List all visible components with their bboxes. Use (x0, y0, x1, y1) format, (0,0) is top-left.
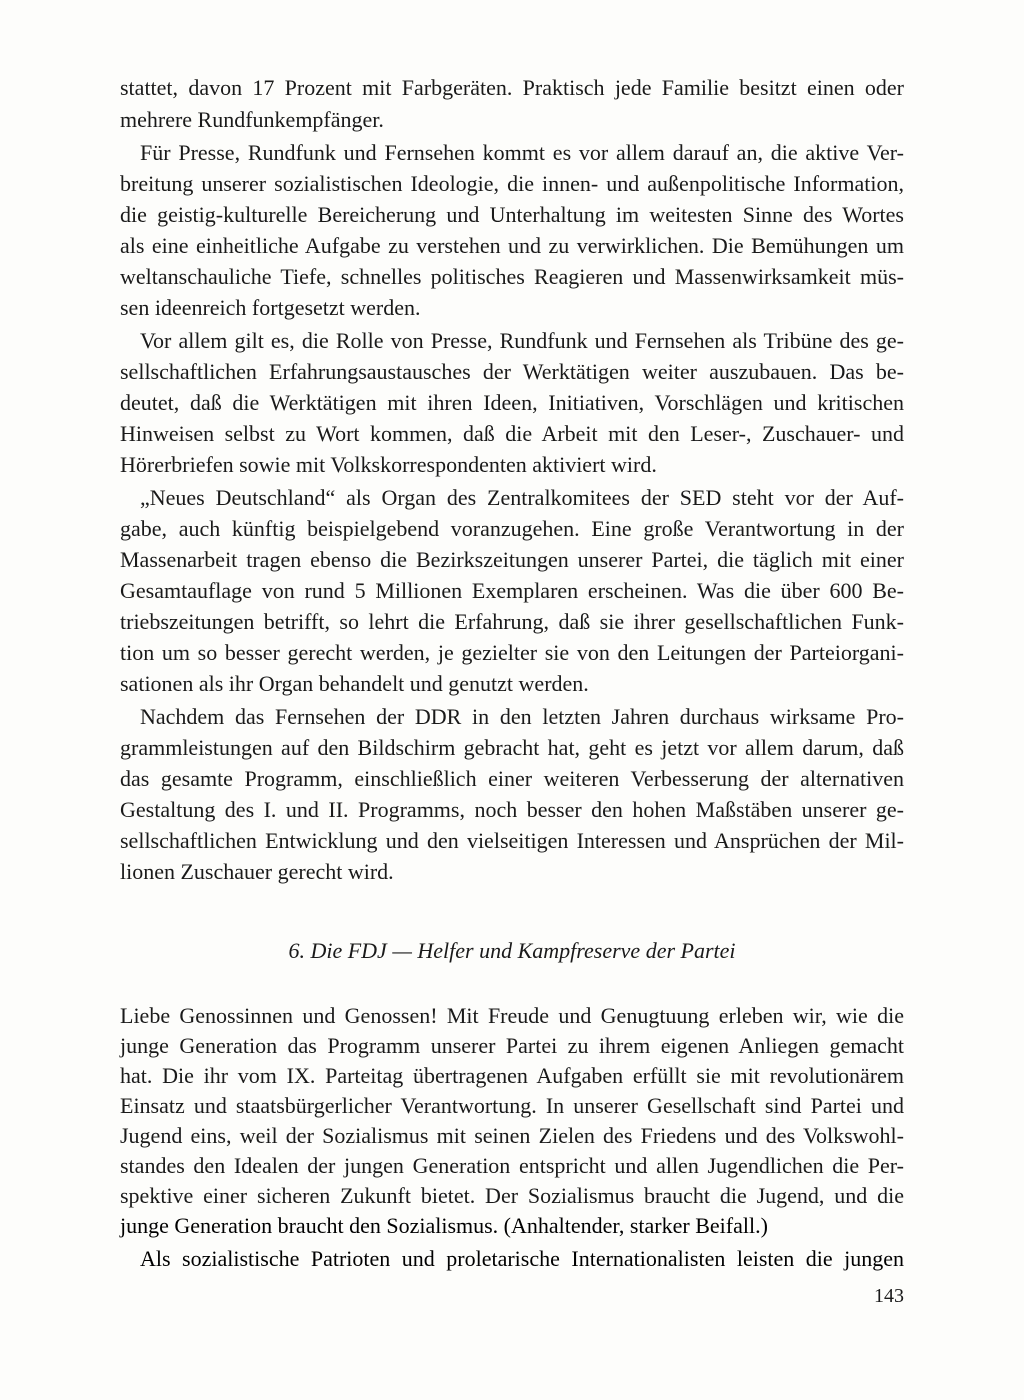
text-line: sellschaftlichen Entwicklung und den vielseitigen Interessen und Ansprüchen der Mil- (120, 828, 904, 853)
text-line: Einsatz und staatsbürgerlicher Verantwortung. In unserer Gesellschaft sind Partei und (120, 1093, 904, 1118)
text-line: die geistig-kulturelle Bereicherung und Unterhaltung im weitesten Sinne des Wortes (120, 202, 904, 227)
text-line: mehrere Rundfunkempfänger. (120, 107, 384, 132)
text-line: Jugend eins, weil der Sozialismus mit seinen Zielen des Friedens und des Volkswohl- (120, 1123, 904, 1148)
text-line: sen ideenreich fortgesetzt werden. (120, 295, 421, 320)
text-line: stattet, davon 17 Prozent mit Farbgeräten. Praktisch jede Familie besitzt einen oder (120, 75, 904, 100)
text-line: grammleistungen auf den Bildschirm gebracht hat, geht es jetzt vor allem darum, daß (120, 735, 904, 760)
text-line: Gesamtauflage von rund 5 Millionen Exemplaren erscheinen. Was die über 600 Be- (120, 578, 904, 603)
text-line: sationen als ihr Organ behandelt und genutzt werden. (120, 671, 589, 696)
text-line: tion um so besser gerecht werden, je gezielter sie von den Leitungen der Parteiorgani- (120, 640, 904, 665)
text-line: hat. Die ihr vom IX. Parteitag übertragenen Aufgaben erfüllt sie mit revolutionärem (120, 1063, 904, 1088)
text-line: Nachdem das Fernsehen der DDR in den letzten Jahren durchaus wirksame Pro- (140, 704, 904, 729)
text-line: Hörerbriefen sowie mit Volkskorrespondenten aktiviert wird. (120, 452, 657, 477)
text-line: lionen Zuschauer gerecht wird. (120, 859, 394, 884)
text-line: Vor allem gilt es, die Rolle von Presse, Rundfunk und Fernsehen als Tribüne des ge- (140, 328, 904, 353)
text-line: als eine einheitliche Aufgabe zu verstehen und zu verwirklichen. Die Bemühungen um (120, 233, 904, 258)
text-line: „Neues Deutschland“ als Organ des Zentralkomitees der SED steht vor der Auf- (140, 485, 904, 510)
text-line: weltanschauliche Tiefe, schnelles politisches Reagieren und Massenwirksamkeit müs- (120, 264, 904, 289)
section-heading: 6. Die FDJ — Helfer und Kampfreserve der Partei (288, 938, 736, 963)
text-line: Liebe Genossinnen und Genossen! Mit Freude und Genugtuung erleben wir, wie die (120, 1003, 904, 1028)
text-line: Gestaltung des I. und II. Programms, noch besser den hohen Maßstäben unserer ge- (120, 797, 904, 822)
text-line: Massenarbeit tragen ebenso die Bezirkszeitungen unserer Partei, die täglich mit einer (120, 547, 904, 572)
text-line: Hinweisen selbst zu Wort kommen, daß die Arbeit mit den Leser-, Zuschauer- und (120, 421, 904, 446)
text-line: Als sozialistische Patrioten und proletarische Internationalisten leisten die jungen (140, 1246, 904, 1271)
text-line: junge Generation das Programm unserer Partei zu ihrem eigenen Anliegen gemacht (120, 1033, 904, 1058)
text-line: Für Presse, Rundfunk und Fernsehen kommt es vor allem darauf an, die aktive Ver- (140, 140, 904, 165)
text-line: standes den Idealen der jungen Generation entspricht und allen Jugendlichen die Per- (120, 1153, 904, 1178)
text-line: triebszeitungen betrifft, so lehrt die Erfahrung, daß sie ihrer gesellschaftlichen Funk- (120, 609, 904, 634)
text-line: spektive einer sicheren Zukunft bietet. Der Sozialismus braucht die Jugend, und die (120, 1183, 904, 1208)
text-line: sellschaftlichen Erfahrungsaustausches der Werktätigen weiter auszubauen. Das be- (120, 359, 904, 384)
page-number: 143 (874, 1285, 904, 1307)
text-line: deutet, daß die Werktätigen mit ihren Ideen, Initiativen, Vorschlägen und kritischen (120, 390, 904, 415)
text-line: junge Generation braucht den Sozialismus. (Anhaltender, starker Beifall.) (120, 1213, 768, 1238)
text-line: breitung unserer sozialistischen Ideologie, die innen- und außenpolitische Information, (120, 171, 904, 196)
text-line: gabe, auch künftig beispielgebend voranzugehen. Eine große Verantwortung in der (120, 516, 904, 541)
text-line: das gesamte Programm, einschließlich einer weiteren Verbesserung der alternativen (120, 766, 904, 791)
